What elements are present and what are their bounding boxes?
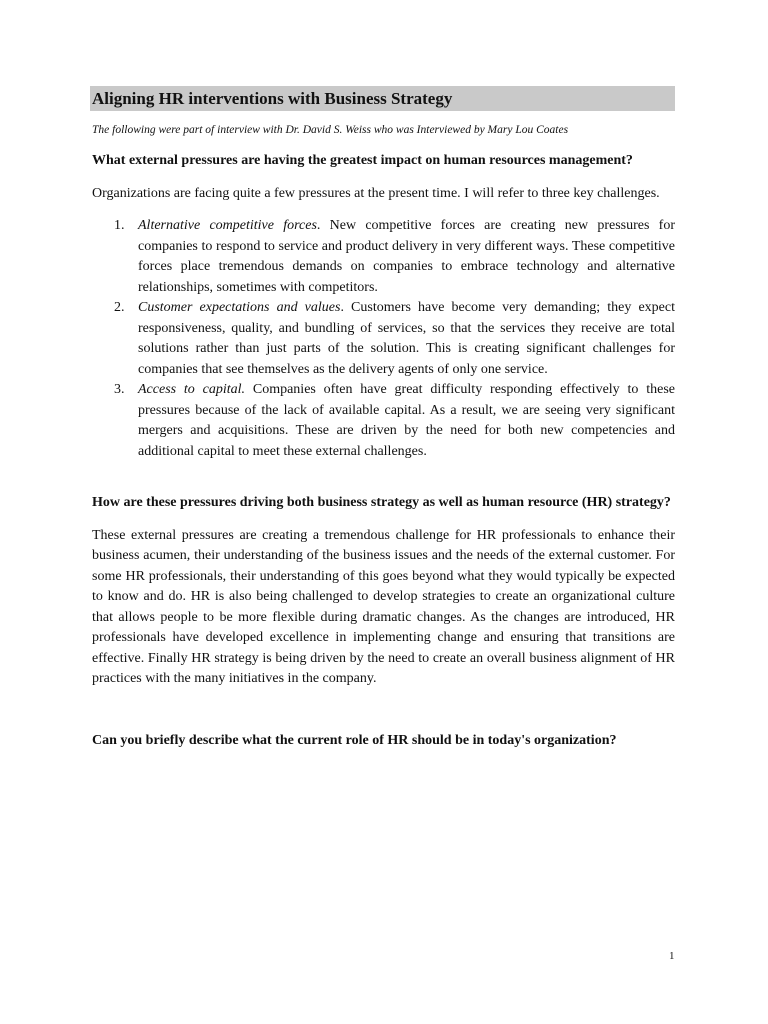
- challenge-text: . New competitive forces are creating new pressures for companies to respond to service and product delivery in very different ways. These competitive forces place tremendous demands on companies to embrace technology and alternative relationships, sometimes with competitors.: [138, 218, 675, 295]
- challenge-number: 2.: [114, 300, 125, 315]
- page-number: 1: [669, 950, 675, 962]
- challenge-item: [92, 298, 675, 380]
- challenge-item: [92, 380, 675, 462]
- challenge-term: Alternative competitive forces: [138, 218, 317, 233]
- challenge-number: 3.: [114, 382, 125, 397]
- intro-line: The following were part of interview with Dr. David S. Weiss who was Interviewed by Mary Lou Coates: [92, 124, 569, 136]
- question-3: Can you briefly describe what the current role of HR should be in today's organization?: [92, 732, 617, 748]
- answer-1-intro: Organizations are facing quite a few pressures at the present time. I will refer to three key challenges.: [92, 185, 660, 201]
- challenge-term: Customer expectations and values: [138, 300, 341, 315]
- document-title: Aligning HR interventions with Business Strategy: [90, 86, 675, 111]
- question-2: How are these pressures driving both business strategy as well as human resource (HR) strategy?: [92, 495, 671, 510]
- challenge-term: Access to capital.: [138, 382, 246, 397]
- page-content: [92, 86, 675, 751]
- challenge-item: [92, 216, 675, 298]
- question-1: What external pressures are having the greatest impact on human resources management?: [92, 153, 633, 168]
- challenge-number: 1.: [114, 218, 125, 233]
- answer-2: These external pressures are creating a tremendous challenge for HR professionals to enhance their business acumen, their understanding of the business issues and the needs of the external customer. For some HR professionals, their understanding of this goes beyond what they would typically be expected to know and do. HR is also being challenged to develop strategies to create an organizational culture that allows people to be more flexible during dramatic changes. As the changes are introduced, HR professionals have developed excellence in implementing change and ensuring that transitions are effective. Finally HR strategy is being driven by the need to create an overall business alignment of HR practices with the many initiatives in the company.: [92, 527, 675, 686]
- challenge-text: Companies often have great difficulty responding effectively to these pressures because of the lack of available capital. As a result, we are seeing very significant mergers and acquisitions. These are driven by the need for both new competencies and additional capital to meet these external challenges.: [138, 382, 675, 459]
- challenge-text: . Customers have become very demanding; they expect responsiveness, quality, and bundling of services, so that the services they receive are total solutions rather than just parts of the solution. This is creating significant challenges for companies that see themselves as the delivery agents of only one service.: [138, 300, 675, 377]
- challenge-list: [92, 216, 675, 462]
